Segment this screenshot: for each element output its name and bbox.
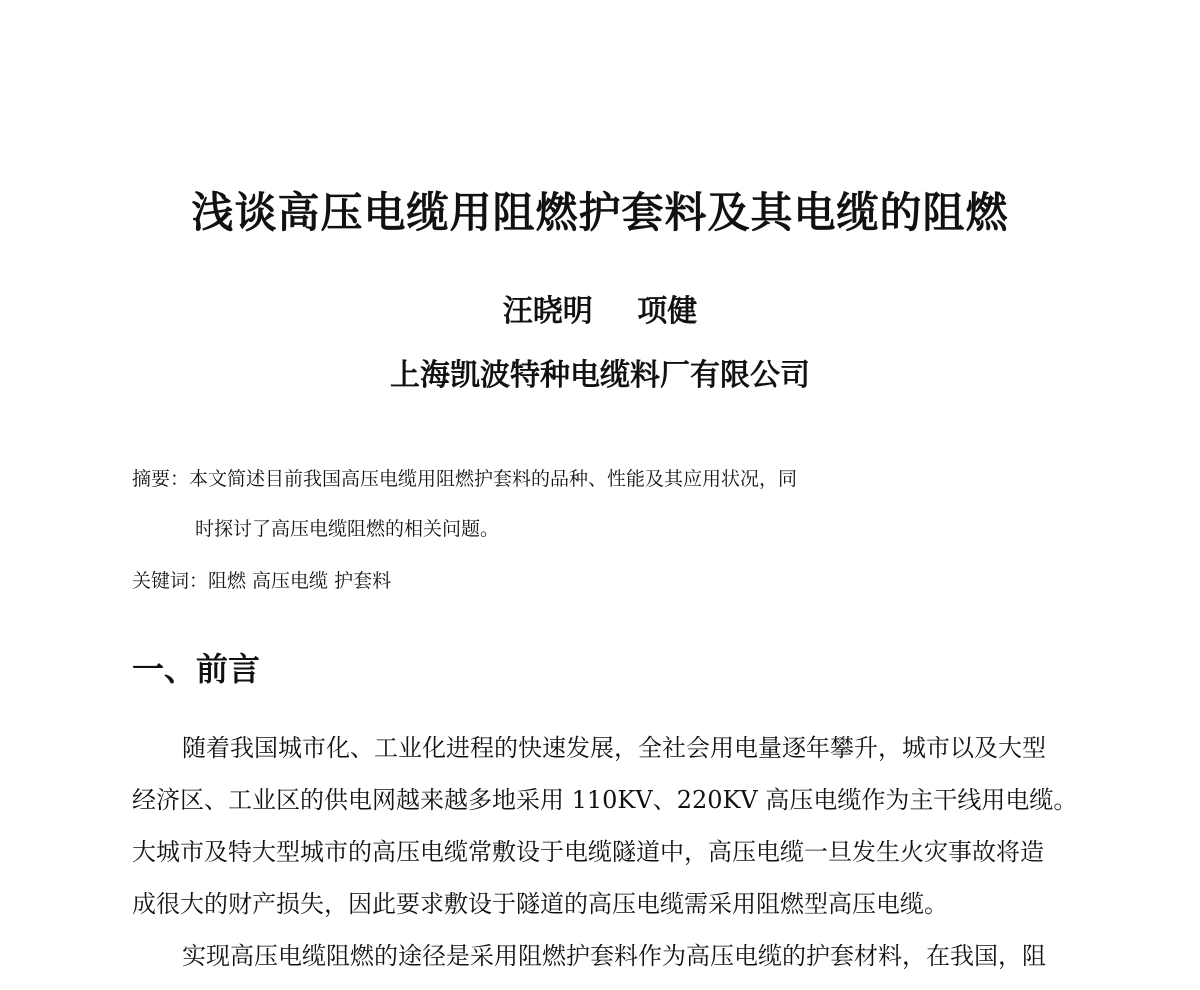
- abstract: [132, 466, 932, 540]
- abstract-line: [132, 466, 932, 493]
- body-line: 实现高压电缆阻燃的途径是采用阻燃护套料作为高压电缆的护套材料，在我国，阻: [182, 942, 1046, 970]
- author-name: 汪晓明: [502, 294, 593, 329]
- body-line: 经济区、工业区的供电网越来越多地采用 110KV、220KV 高压电缆作为主干线用电缆。: [132, 786, 1078, 814]
- body-line: 成很大的财产损失，因此要求敷设于隧道的高压电缆需采用阻燃型高压电缆。: [132, 890, 948, 918]
- keywords-text: 阻燃 高压电缆 护套料: [208, 570, 392, 592]
- keywords: [132, 566, 391, 593]
- abstract-label: 摘要：: [132, 468, 190, 490]
- abstract-text: 本文简述目前我国高压电缆用阻燃护套料的品种、性能及其应用状况，同: [189, 468, 798, 490]
- body-paragraphs: [132, 730, 1078, 990]
- paper-title: 浅谈高压电缆用阻燃护套料及其电缆的阻燃: [191, 188, 1009, 237]
- affiliation: 上海凯波特种电缆料厂有限公司: [390, 358, 810, 393]
- keywords-label: 关键词：: [132, 570, 209, 592]
- body-line: 大城市及特大型城市的高压电缆常敷设于电缆隧道中，高压电缆一旦发生火灾事故将造: [132, 838, 1044, 866]
- body-line: 随着我国城市化、工业化进程的快速发展，全社会用电量逐年攀升，城市以及大型: [182, 734, 1046, 762]
- abstract-text: 时探讨了高压电缆阻燃的相关问题。: [195, 518, 500, 540]
- section-heading: 一、前言: [132, 650, 261, 688]
- author-name: 项健: [637, 294, 698, 329]
- author-list: [0, 286, 1200, 330]
